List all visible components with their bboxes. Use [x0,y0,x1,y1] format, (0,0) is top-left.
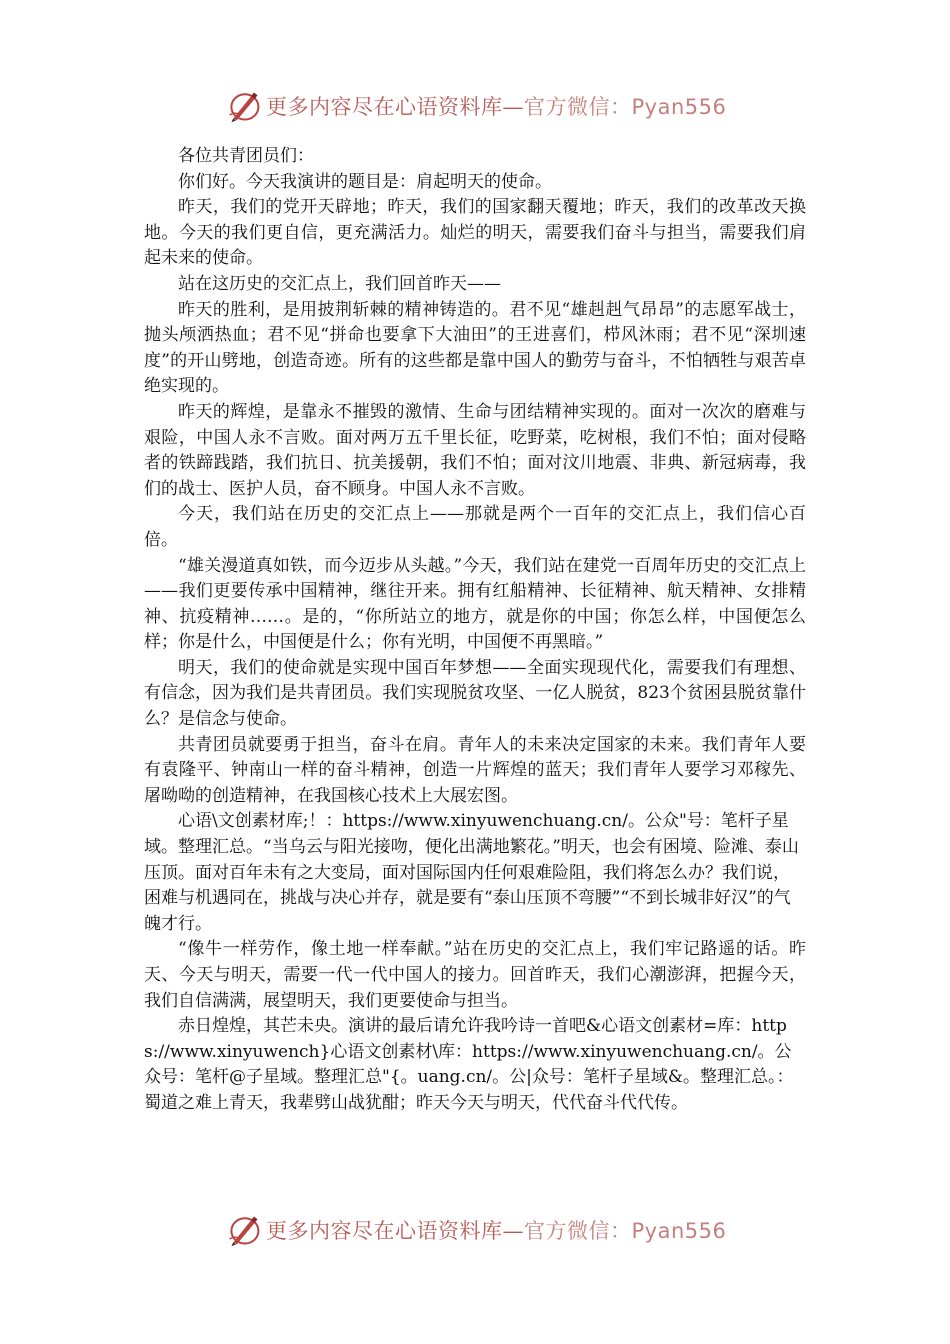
paragraph: 你们好。今天我演讲的题目是：肩起明天的使命。 [178,171,552,192]
paragraph: 昨天的胜利，是用披荆斩棘的精神铸造的。君不见“雄赳赳气昂昂”的志愿军战士，抛头颅洒热血；君不见“拼命也要拿下大油田”的王进喜们，栉风沐雨；君不见“深圳速度”的开山劈地，创造奇迹。所有的这些都是靠中国人的勤劳与奋斗，不怕牺牲与艰苦卓绝实现的。 [144,299,806,397]
paragraph: 心语\文创素材库;！：https://www.xinyuwenchuang.cn/。公众"号：笔杆子星域。整理汇总。“当乌云与阳光接吻，便化出满地繁花。”明天，也会有困境、险滩、泰山压顶。面对百年未有之大变局，面对国际国内任何艰难险阻，我们将怎么办？我们说，困难与机遇同在，挑战与决心并存，就是要有“泰山压顶不弯腰”“不到长城非好汉”的气魄才行。 [144,811,799,934]
paragraph: 站在这历史的交汇点上，我们回首昨天—— [178,273,501,294]
footer-brand: 更多内容尽在心语资料库 [266,1219,503,1243]
pen-logo-icon [226,1212,262,1248]
footer-banner [226,1210,726,1250]
paragraph: 赤日煌煌，其芒未央。演讲的最后请允许我吟诗一首吧&心语文创素材=库：https://www.xinyuwench}心语文创素材\库：https://www.xinyuwenchuang.cn/。公众号：笔杆@子星域。整理汇总"{。uang.cn/。公|众号：笔杆子星域&。整理汇总。：蜀道之难上青天，我辈劈山战犹酣；昨天今天与明天，代代奋斗代代传。 [144,1016,794,1113]
paragraph: 各位共青团员们： [178,146,314,166]
header-text [266,91,726,121]
paragraph: “雄关漫道真如铁，而今迈步从头越。”今天，我们站在建党一百周年历史的交汇点上——我们更要传承中国精神，继往开来。拥有红船精神、长征精神、航天精神、女排精神、抗疫精神……。是的，“你所站立的地方，就是你的中国；你怎么样，中国便怎么样；你是什么，中国便是什么；你有光明，中国便不再黑暗。” [144,555,806,653]
header-dash: — [502,95,524,119]
header-brand: 更多内容尽在心语资料库 [266,95,503,119]
paragraph: 昨天的辉煌，是靠永不摧毁的激情、生命与团结精神实现的。面对一次次的磨难与艰险，中国人永不言败。面对两万五千里长征，吃野菜，吃树根，我们不怕；面对侵略者的铁蹄践踏，我们抗日、抗美援朝，我们不怕；面对汶川地震、非典、新冠病毒，我们的战士、医护人员，奋不顾身。中国人永不言败。 [144,401,806,499]
footer-wechat: 官方微信：Pyan556 [524,1219,727,1243]
footer-text [266,1215,726,1245]
paragraph: 共青团员就要勇于担当，奋斗在肩。青年人的未来决定国家的未来。我们青年人要有袁隆平、钟南山一样的奋斗精神，创造一片辉煌的蓝天；我们青年人要学习邓稼先、屠呦呦的创造精神，在我国核心技术上大展宏图。 [144,734,806,806]
paragraph: 昨天，我们的党开天辟地；昨天，我们的国家翻天覆地；昨天，我们的改革改天换地。今天的我们更自信，更充满活力。灿烂的明天，需要我们奋斗与担当，需要我们肩起未来的使命。 [144,197,806,269]
footer-dash: — [502,1219,524,1243]
paragraph: “像牛一样劳作，像土地一样奉献。”站在历史的交汇点上，我们牢记路遥的话。昨天、今天与明天，需要一代一代中国人的接力。回首昨天，我们心潮澎湃，把握今天，我们自信满满，展望明天，我们更要使命与担当。 [144,939,806,1011]
pen-logo-icon [226,88,262,124]
header-banner [226,86,726,126]
header-wechat: 官方微信：Pyan556 [524,95,727,119]
paragraph: 明天，我们的使命就是实现中国百年梦想——全面实现现代化，需要我们有理想、有信念，因为我们是共青团员。我们实现脱贫攻坚、一亿人脱贫，823个贫困县脱贫靠什么？是信念与使命。 [144,657,806,730]
paragraph: 今天，我们站在历史的交汇点上——那就是两个一百年的交汇点上，我们信心百倍。 [144,504,806,550]
document-body [144,144,806,1117]
